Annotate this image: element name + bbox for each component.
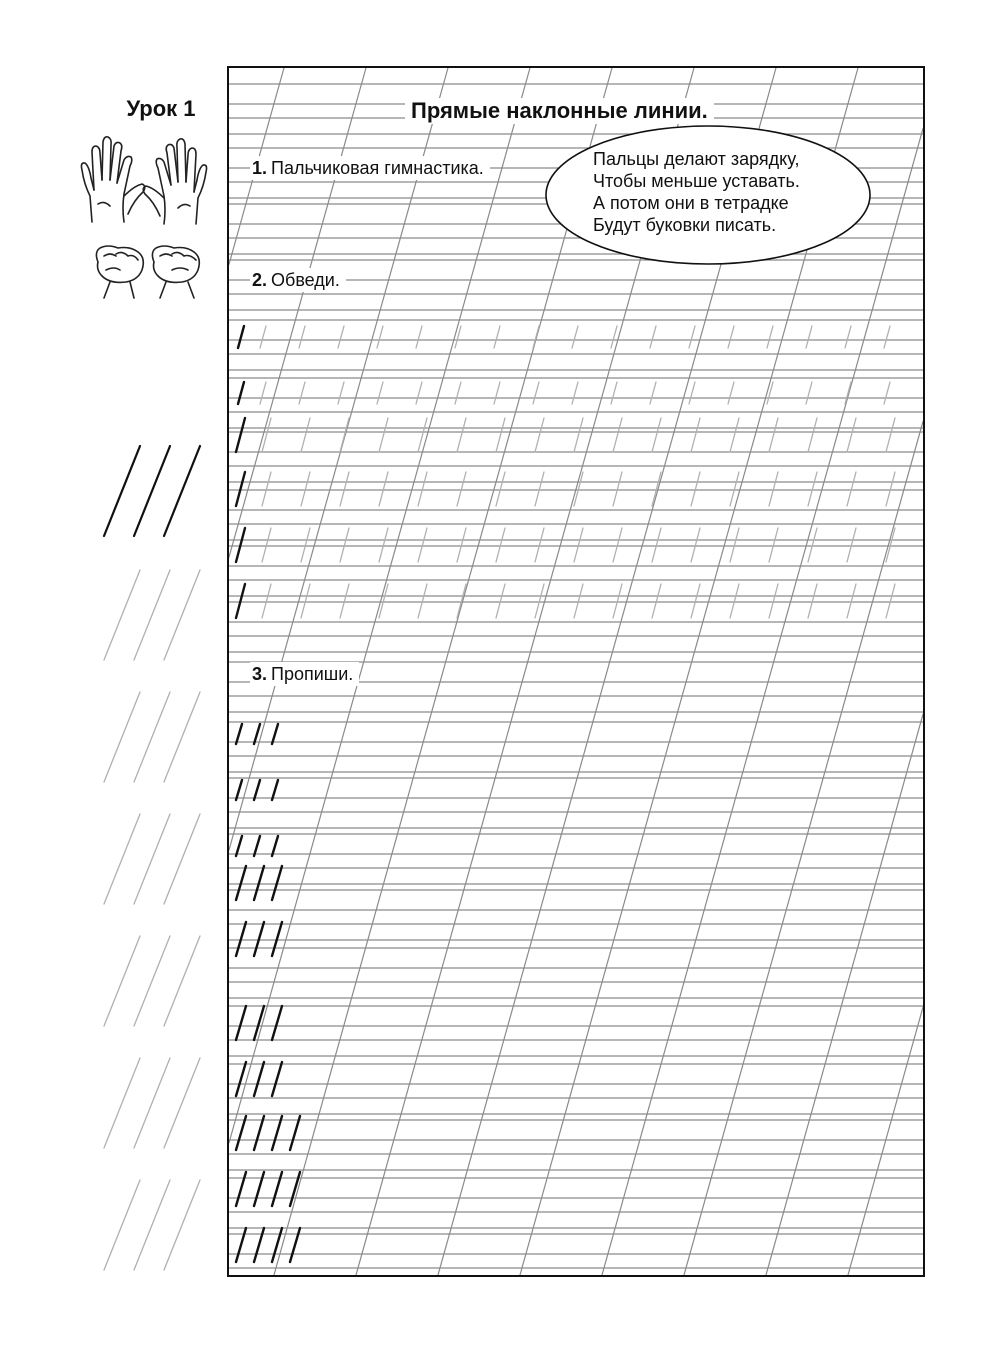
trace-stroke (808, 418, 817, 452)
trace-stroke (691, 472, 700, 506)
fists-icon (96, 246, 199, 298)
sample-stroke (238, 382, 244, 404)
sample-stroke (272, 1006, 282, 1040)
trace-stroke (847, 472, 856, 506)
trace-stroke (691, 418, 700, 452)
trace-stroke (301, 418, 310, 452)
sample-stroke (254, 780, 260, 800)
task-text: Пропиши. (271, 664, 354, 684)
sample-stroke (236, 836, 242, 856)
trace-stroke (574, 528, 583, 562)
trace-stroke (418, 472, 427, 506)
trace-stroke (806, 382, 812, 404)
sample-stroke (272, 922, 282, 956)
sample-stroke (272, 780, 278, 800)
trace-stroke (457, 472, 466, 506)
trace-stroke (769, 472, 778, 506)
sample-stroke (254, 1172, 264, 1206)
task-3 (250, 662, 359, 686)
margin-stroke (164, 814, 200, 904)
sample-stroke (272, 1116, 282, 1150)
sample-stroke (236, 1116, 246, 1150)
sample-stroke (236, 472, 245, 506)
trace-stroke (416, 382, 422, 404)
trace-stroke (535, 472, 544, 506)
trace-stroke (769, 418, 778, 452)
trace-stroke (847, 418, 856, 452)
trace-stroke (886, 584, 895, 618)
sample-stroke (236, 866, 246, 900)
poem-line: Будут буковки писать. (593, 215, 777, 235)
sample-stroke (236, 724, 242, 744)
trace-stroke (340, 418, 349, 452)
trace-stroke (457, 528, 466, 562)
trace-stroke (652, 418, 661, 452)
trace-stroke (379, 528, 388, 562)
margin-stroke (134, 446, 170, 536)
trace-stroke (613, 584, 622, 618)
sample-stroke (236, 1228, 246, 1262)
margin-stroke (134, 570, 170, 660)
trace-stroke (416, 326, 422, 348)
trace-stroke (806, 326, 812, 348)
trace-stroke (572, 382, 578, 404)
trace-stroke (728, 326, 734, 348)
trace-stroke (808, 584, 817, 618)
trace-stroke (535, 418, 544, 452)
trace-stroke (457, 584, 466, 618)
trace-stroke (340, 472, 349, 506)
trace-stroke (845, 326, 851, 348)
trace-stroke (808, 472, 817, 506)
sample-stroke (254, 836, 260, 856)
margin-stroke (134, 692, 170, 782)
trace-stroke (652, 472, 661, 506)
margin-stroke (164, 1058, 200, 1148)
trace-stroke (611, 382, 617, 404)
sample-stroke (254, 1062, 264, 1096)
trace-stroke (533, 382, 539, 404)
trace-stroke (262, 584, 271, 618)
trace-stroke (886, 472, 895, 506)
trace-stroke (689, 326, 695, 348)
trace-stroke (613, 472, 622, 506)
sample-stroke (254, 1116, 264, 1150)
margin-stroke (104, 1180, 140, 1270)
sample-stroke (236, 584, 245, 618)
trace-stroke (767, 326, 773, 348)
trace-stroke (574, 472, 583, 506)
trace-stroke (652, 584, 661, 618)
task-2 (250, 268, 346, 292)
sample-stroke (236, 1062, 246, 1096)
trace-stroke (455, 382, 461, 404)
poem (593, 148, 800, 236)
trace-stroke (767, 382, 773, 404)
poem-line: Чтобы меньше уставать. (593, 171, 800, 191)
sample-stroke (290, 1116, 300, 1150)
trace-stroke (494, 382, 500, 404)
trace-stroke (613, 418, 622, 452)
sample-stroke (236, 922, 246, 956)
lesson-label: Урок 1 (126, 96, 196, 121)
trace-stroke (418, 528, 427, 562)
sample-stroke (272, 1228, 282, 1262)
trace-stroke (338, 382, 344, 404)
trace-stroke (455, 326, 461, 348)
trace-stroke (260, 326, 266, 348)
sample-stroke (290, 1228, 300, 1262)
margin-stroke (134, 814, 170, 904)
sample-stroke (236, 780, 242, 800)
task-text: Обведи. (271, 270, 340, 290)
margin-stroke (164, 936, 200, 1026)
margin-stroke (164, 1180, 200, 1270)
trace-stroke (847, 528, 856, 562)
sample-stroke (272, 724, 278, 744)
trace-stroke (650, 326, 656, 348)
sample-stroke (272, 836, 278, 856)
sample-stroke (272, 866, 282, 900)
trace-stroke (535, 584, 544, 618)
trace-stroke (769, 528, 778, 562)
margin-stroke (104, 936, 140, 1026)
trace-stroke (728, 382, 734, 404)
task-number: 3. (252, 664, 268, 684)
sample-stroke (236, 1006, 246, 1040)
trace-stroke (418, 418, 427, 452)
sample-stroke (254, 1228, 264, 1262)
trace-stroke (377, 326, 383, 348)
trace-stroke (299, 326, 305, 348)
margin-stroke (164, 446, 200, 536)
margin-stroke (134, 1058, 170, 1148)
sample-stroke (236, 418, 245, 452)
trace-stroke (340, 528, 349, 562)
task-1 (250, 156, 490, 180)
task-number: 1. (252, 158, 268, 178)
trace-stroke (691, 584, 700, 618)
margin-stroke (104, 570, 140, 660)
trace-stroke (496, 528, 505, 562)
trace-stroke (886, 528, 895, 562)
trace-stroke (572, 326, 578, 348)
trace-stroke (533, 326, 539, 348)
margin-stroke (104, 1058, 140, 1148)
trace-stroke (730, 528, 739, 562)
trace-stroke (574, 584, 583, 618)
trace-stroke (886, 418, 895, 452)
trace-stroke (496, 584, 505, 618)
margin-stroke (164, 570, 200, 660)
trace-stroke (494, 326, 500, 348)
slant-guide-line (602, 129, 923, 1275)
sample-stroke (236, 528, 245, 562)
trace-stroke (689, 382, 695, 404)
trace-stroke (379, 418, 388, 452)
trace-stroke (340, 584, 349, 618)
sample-stroke (238, 326, 244, 348)
margin-stroke-samples (104, 446, 200, 1270)
trace-stroke (730, 418, 739, 452)
trace-stroke (377, 382, 383, 404)
slant-guide-line (229, 68, 448, 850)
trace-stroke (730, 584, 739, 618)
trace-stroke (496, 418, 505, 452)
open-hands-icon (81, 137, 206, 224)
page-title: Прямые наклонные линии. (405, 98, 714, 124)
poem-line: Пальцы делают зарядку, (593, 149, 800, 169)
trace-stroke (262, 528, 271, 562)
trace-stroke (613, 528, 622, 562)
margin-stroke (104, 692, 140, 782)
trace-stroke (418, 584, 427, 618)
sample-stroke (254, 866, 264, 900)
sample-stroke (272, 1172, 282, 1206)
trace-stroke (884, 382, 890, 404)
trace-stroke (650, 382, 656, 404)
trace-stroke (884, 326, 890, 348)
trace-stroke (535, 528, 544, 562)
sample-stroke (254, 922, 264, 956)
trace-stroke (730, 472, 739, 506)
trace-stroke (457, 418, 466, 452)
task-text: Пальчиковая гимнастика. (271, 158, 484, 178)
slant-guide-line (848, 1007, 923, 1275)
trace-stroke (299, 382, 305, 404)
slant-guide-line (684, 421, 923, 1275)
margin-stroke (164, 692, 200, 782)
sample-stroke (272, 1062, 282, 1096)
trace-stroke (260, 382, 266, 404)
trace-stroke (379, 472, 388, 506)
poem-line: А потом они в тетрадке (593, 193, 789, 213)
trace-stroke (262, 472, 271, 506)
trace-stroke (301, 472, 310, 506)
trace-stroke (652, 528, 661, 562)
trace-stroke (845, 382, 851, 404)
trace-stroke (338, 326, 344, 348)
trace-stroke (847, 584, 856, 618)
trace-stroke (691, 528, 700, 562)
margin-stroke (104, 446, 140, 536)
margin-stroke (104, 814, 140, 904)
margin-stroke (134, 936, 170, 1026)
sample-stroke (236, 1172, 246, 1206)
trace-stroke (769, 584, 778, 618)
trace-stroke (301, 528, 310, 562)
margin-stroke (134, 1180, 170, 1270)
trace-stroke (574, 418, 583, 452)
task-number: 2. (252, 270, 268, 290)
